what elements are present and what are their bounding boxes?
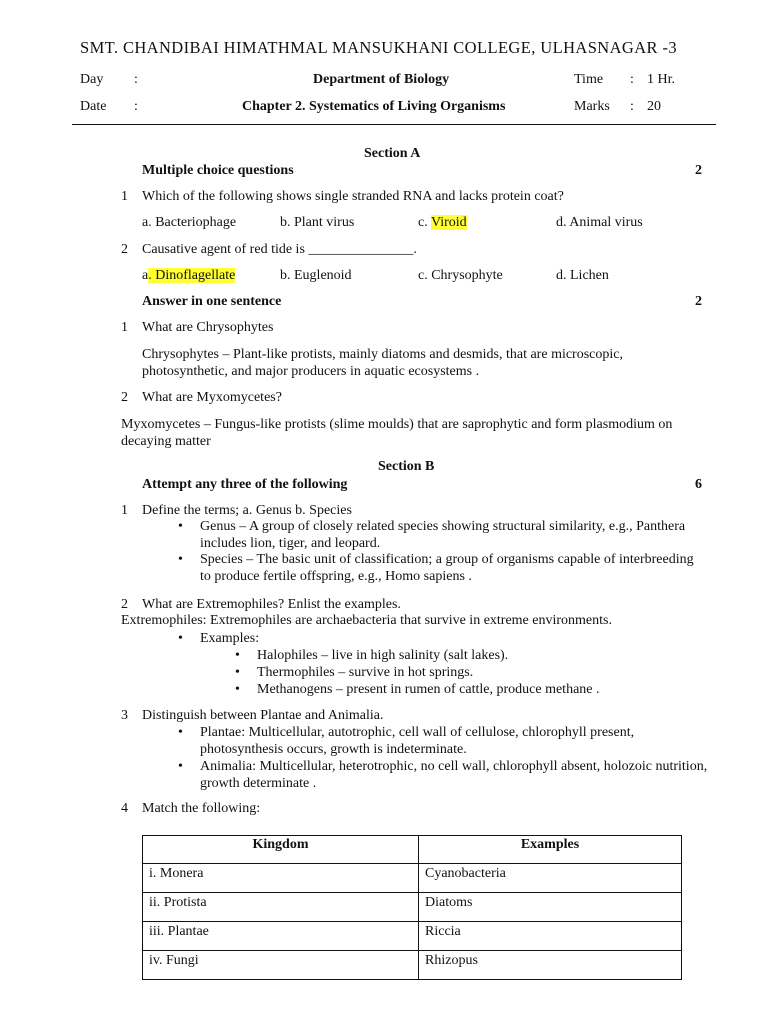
date-label: Date [80, 99, 107, 114]
option-d: d. Lichen [556, 268, 609, 283]
option-b: b. Euglenoid [280, 268, 352, 283]
answer-text: Extremophiles: Extremophiles are archaebacteria that survive in extreme environments. [121, 613, 612, 628]
column-header: Kingdom [143, 836, 419, 864]
table-row [143, 864, 682, 893]
question-text: Which of the following shows single stranded RNA and lacks protein coat? [142, 189, 564, 204]
question-number: 1 [121, 189, 128, 204]
question-number: 4 [121, 801, 128, 816]
examples-list [257, 647, 600, 698]
marks-colon: : [630, 99, 634, 114]
list-item: • Plantae: Multicellular, autotrophic, cell wall of cellulose, chlorophyll present, photosynthesis occurs, growth is indeterminate. [200, 724, 710, 758]
mcq-heading: Multiple choice questions [142, 163, 294, 178]
time-colon: : [630, 72, 634, 87]
question-text: Match the following: [142, 801, 261, 816]
question-text: Define the terms; a. Genus b. Species [142, 503, 352, 518]
question-text: What are Extremophiles? Enlist the examples. [142, 597, 401, 612]
option-prefix: a [142, 268, 149, 283]
table-cell: Riccia [419, 922, 682, 951]
option-d: d. Animal virus [556, 215, 643, 230]
question-number: 1 [121, 320, 128, 335]
examples-label-list [200, 630, 259, 647]
list-item: • Animalia: Multicellular, heterotrophic, no cell wall, chlorophyll absent, holozoic nutrition, growth determinate . [200, 758, 710, 792]
column-header: Examples [419, 836, 682, 864]
question-number: 1 [121, 503, 128, 518]
table-row [143, 951, 682, 980]
answer-text: Myxomycetes – Fungus-like protists (slime moulds) that are saprophytic and form plasmodium on decaying matter [121, 417, 673, 449]
marks-value: 20 [647, 99, 661, 114]
date-colon: : [134, 99, 138, 114]
definition-list [200, 519, 700, 585]
chapter-title: Chapter 2. Systematics of Living Organisms [242, 99, 506, 114]
table-cell: ii. Protista [143, 893, 419, 922]
time-label: Time [574, 72, 604, 87]
section-a-title: Section A [364, 146, 421, 161]
table-cell: iii. Plantae [143, 922, 419, 951]
highlighted-answer: Viroid [430, 215, 467, 230]
match-table [142, 835, 682, 980]
time-value: 1 Hr. [647, 72, 675, 87]
list-item: • Species – The basic unit of classification; a group of organisms capable of interbreeding to produce fertile offspring, e.g., Homo sapiens . [200, 552, 700, 585]
question-number: 2 [121, 597, 128, 612]
day-colon: : [134, 72, 138, 87]
list-item: • Methanogens – present in rumen of cattle, produce methane . [257, 681, 600, 698]
header-divider [72, 124, 716, 125]
table-cell: iv. Fungi [143, 951, 419, 980]
list-item: • Thermophiles – survive in hot springs. [257, 664, 600, 681]
list-item: • Genus – A group of closely related species showing structural similarity, e.g., Panthera includes lion, tiger, and leopard. [200, 519, 700, 552]
list-item: • Examples: [200, 630, 259, 647]
question-text: Distinguish between Plantae and Animalia. [142, 708, 384, 723]
section-b-marks: 6 [695, 477, 702, 492]
question-number: 2 [121, 390, 128, 405]
answer-text: Chrysophytes – Plant-like protists, mainly diatoms and desmids, that are microscopic, photosynthetic, and major producers in aquatic ecosystems . [142, 347, 623, 379]
question-text: What are Myxomycetes? [142, 390, 282, 405]
one-sentence-marks: 2 [695, 294, 702, 309]
question-number: 2 [121, 242, 128, 257]
college-name: SMT. CHANDIBAI HIMATHMAL MANSUKHANI COLLEGE, ULHASNAGAR -3 [80, 38, 678, 57]
option-a [142, 268, 235, 284]
table-cell: Cyanobacteria [419, 864, 682, 893]
question-number: 3 [121, 708, 128, 723]
comparison-list [200, 724, 710, 792]
table-cell: Diatoms [419, 893, 682, 922]
department-title: Department of Biology [313, 72, 450, 87]
question-text: Causative agent of red tide is _______________. [142, 242, 417, 257]
section-b-title: Section B [378, 459, 435, 474]
one-sentence-heading: Answer in one sentence [142, 294, 282, 309]
table-header-row [143, 836, 682, 864]
highlighted-answer: . Dinoflagellate [148, 268, 236, 283]
table-row [143, 922, 682, 951]
list-item: • Halophiles – live in high salinity (salt lakes). [257, 647, 600, 664]
day-label: Day [80, 72, 104, 87]
marks-label: Marks [574, 99, 610, 114]
question-text: What are Chrysophytes [142, 320, 274, 335]
mcq-marks: 2 [695, 163, 702, 178]
option-prefix: c. [418, 215, 431, 230]
table-cell: i. Monera [143, 864, 419, 893]
option-c [418, 215, 467, 231]
option-b: b. Plant virus [280, 215, 355, 230]
option-c: c. Chrysophyte [418, 268, 503, 283]
section-b-heading: Attempt any three of the following [142, 477, 348, 492]
table-cell: Rhizopus [419, 951, 682, 980]
option-a: a. Bacteriophage [142, 215, 237, 230]
table-row [143, 893, 682, 922]
